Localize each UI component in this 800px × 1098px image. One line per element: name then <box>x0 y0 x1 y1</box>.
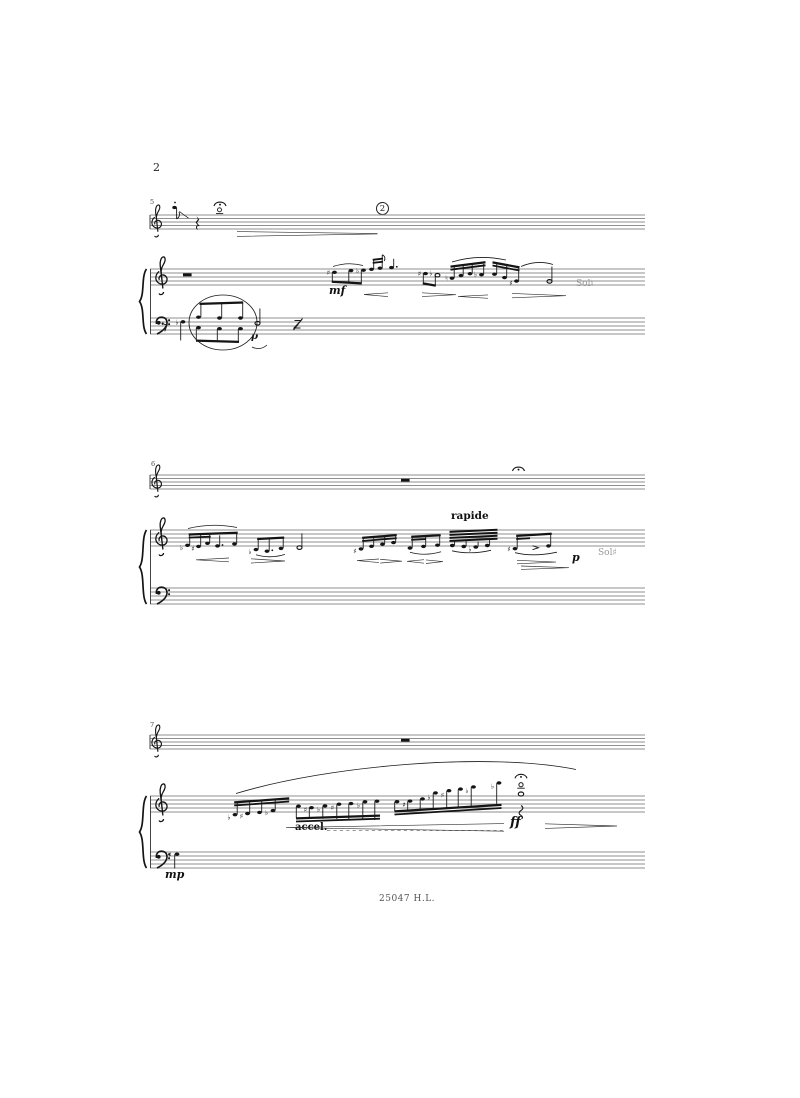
sharp-icon: ♯ <box>353 547 357 556</box>
beam <box>257 538 284 539</box>
decrescendo-hairpin <box>517 560 556 564</box>
dynamic-p-system-1: p <box>251 331 258 342</box>
beam <box>362 535 397 538</box>
piano-rh-phrase-2 <box>180 525 569 569</box>
whole-rest <box>183 273 192 276</box>
notehead <box>271 809 276 812</box>
harmonic-circle-icon <box>519 783 523 787</box>
notehead <box>238 327 243 330</box>
solo-phrase-2 <box>401 467 525 482</box>
notehead <box>375 800 380 803</box>
decrescendo-hairpin <box>237 232 378 237</box>
notehead <box>433 791 438 794</box>
notehead <box>380 543 385 546</box>
flat-icon: ♭ <box>179 544 184 552</box>
system-3 <box>140 725 646 869</box>
notehead <box>378 267 383 270</box>
notehead <box>473 545 478 548</box>
beam <box>373 262 383 263</box>
notehead <box>217 316 222 319</box>
decrescendo-hairpin <box>512 293 566 297</box>
flat-icon: ♭ <box>355 267 360 276</box>
notehead <box>471 785 476 788</box>
slur <box>252 345 267 349</box>
notehead <box>485 544 490 547</box>
beam <box>332 282 362 284</box>
flat-icon: ♭ <box>175 318 179 327</box>
eighth-rest <box>162 323 164 325</box>
dynamic-p-system-2: p <box>572 551 580 564</box>
whole-note <box>518 792 523 796</box>
decrescendo-hairpin <box>426 560 443 564</box>
flat-icon: ♭ <box>316 805 321 814</box>
slur <box>521 262 553 266</box>
natural-icon: ♮ <box>445 274 448 283</box>
decrescendo-hairpin <box>422 293 456 297</box>
crescendo-hairpin <box>458 295 488 298</box>
crescendo-hairpin <box>196 558 229 562</box>
page-number: 2 <box>153 161 160 174</box>
dynamic-ff: ff <box>510 815 521 830</box>
crescendo-hairpin <box>357 559 379 563</box>
notehead <box>181 320 186 323</box>
beam <box>373 259 383 260</box>
harp-pedal-marking-sol-sharp: Sol♯ <box>598 548 617 558</box>
tempo-rapide: rapide <box>451 510 489 522</box>
measure-number-system-1: 5 <box>150 198 155 206</box>
piano-treble-staff-1 <box>150 269 645 288</box>
notehead <box>546 544 551 547</box>
piano-brace <box>140 796 147 868</box>
notehead-open <box>435 274 440 277</box>
notehead <box>233 813 238 816</box>
notehead <box>245 812 250 815</box>
notehead <box>196 326 201 329</box>
long-slur <box>236 762 576 794</box>
flat-icon: ♭ <box>473 270 478 279</box>
beam <box>362 538 397 541</box>
piano-brace <box>140 269 147 334</box>
notehead <box>435 544 440 547</box>
flat-icon: ♭ <box>490 782 495 791</box>
notehead <box>497 781 502 784</box>
notehead <box>265 550 270 553</box>
piano-bass-staff-3 <box>150 852 645 868</box>
dynamic-mf: mf <box>329 284 346 297</box>
notehead <box>257 811 262 814</box>
notehead <box>389 266 394 269</box>
half-note <box>297 546 302 550</box>
harp-pedal-marking-sol-natural: Sol♮ <box>576 279 594 289</box>
notehead <box>349 802 354 805</box>
flat-icon: ♭ <box>248 547 252 556</box>
beam <box>411 539 426 540</box>
sharp-icon: ♯ <box>402 800 406 809</box>
crescendo-hairpin <box>286 824 504 832</box>
flat-icon: ♭ <box>227 813 231 822</box>
notehead <box>395 800 400 803</box>
crescendo-hairpin <box>364 293 388 297</box>
augmentation-dot <box>222 544 224 546</box>
treble-clef-icon <box>156 784 167 822</box>
slur <box>452 257 506 262</box>
augmentation-dot <box>396 266 398 268</box>
notehead <box>361 269 366 272</box>
decrescendo-hairpin <box>521 566 569 569</box>
beam <box>516 538 530 539</box>
system-1 <box>140 202 646 350</box>
piano-bass-staff-1 <box>150 318 645 334</box>
rehearsal-number: 2 <box>379 203 386 214</box>
notehead <box>369 268 374 271</box>
crescendo-hairpin <box>407 560 424 564</box>
sharp-icon: ♯ <box>168 851 172 859</box>
notehead <box>447 789 452 792</box>
notehead <box>296 805 301 808</box>
notehead <box>337 803 342 806</box>
whole-rest <box>401 479 410 482</box>
slur <box>188 525 237 528</box>
slur <box>410 552 441 554</box>
treble-clef-icon <box>152 725 161 757</box>
notehead <box>513 547 518 550</box>
flat-icon: ♭ <box>468 545 472 554</box>
treble-clef-icon <box>152 465 161 497</box>
notehead <box>359 547 364 550</box>
solo-staff-2 <box>150 475 645 489</box>
notehead <box>408 799 413 802</box>
notehead <box>458 787 463 790</box>
beam <box>200 303 244 304</box>
simile-mark <box>294 319 303 331</box>
plate-number: 25047 H.L. <box>379 894 436 904</box>
notehead <box>349 269 354 272</box>
sharp-icon: ♯ <box>330 804 335 812</box>
sharp-icon: ♯ <box>303 806 308 815</box>
notehead <box>391 541 396 544</box>
notehead <box>279 547 284 550</box>
solo-phrase-3 <box>401 739 410 742</box>
flat-icon: ♭ <box>356 801 361 810</box>
notehead <box>254 548 259 551</box>
tremolo-beam <box>450 533 498 535</box>
slur <box>256 554 285 556</box>
beam <box>296 816 380 819</box>
system-2 <box>140 465 646 604</box>
piano-brace <box>140 530 147 604</box>
notehead <box>332 271 337 274</box>
solo-staff-1 <box>150 215 645 229</box>
flat-icon: ♭ <box>465 787 469 796</box>
notehead <box>215 544 220 547</box>
notehead <box>408 546 413 549</box>
notehead <box>185 544 190 547</box>
notehead <box>468 272 473 275</box>
notehead <box>309 806 314 809</box>
notehead <box>323 804 328 807</box>
decrescendo-hairpin <box>251 559 285 563</box>
flat-icon: ♭ <box>264 809 269 818</box>
notehead <box>205 542 210 545</box>
notehead <box>232 542 237 545</box>
notehead <box>450 277 455 280</box>
measure-number-system-3: 7 <box>150 721 155 729</box>
notehead <box>514 279 519 282</box>
notehead <box>369 545 374 548</box>
fermata-icon <box>513 467 525 471</box>
beam <box>296 819 380 822</box>
slur <box>515 552 557 555</box>
whole-rest <box>401 739 410 742</box>
sharp-icon: ♯ <box>507 545 511 554</box>
solo-staff-3 <box>150 735 645 749</box>
notehead <box>196 545 201 548</box>
flat-icon: ♭ <box>427 793 431 802</box>
dynamic-mp: mp <box>165 868 185 881</box>
notehead <box>459 274 464 277</box>
notehead <box>502 276 507 279</box>
tremolo-beam <box>450 539 498 541</box>
notehead <box>492 273 497 276</box>
treble-clef-icon <box>156 518 167 556</box>
notehead <box>479 273 484 276</box>
notehead <box>217 327 222 330</box>
sharp-icon: ♯ <box>509 279 513 288</box>
fermata-icon <box>214 202 226 206</box>
notehead <box>363 800 368 803</box>
beam <box>189 537 211 538</box>
notehead <box>238 316 243 319</box>
half-note <box>255 321 260 325</box>
sharp-icon: ♯ <box>417 270 422 278</box>
flat-icon: ♭ <box>429 269 433 278</box>
beam <box>411 535 441 537</box>
sharp-icon: ♯ <box>326 268 331 277</box>
sharp-icon: ♯ <box>239 812 244 821</box>
beam <box>196 341 239 342</box>
staccato-dot <box>174 202 176 204</box>
piano-treble-staff-3 <box>150 796 645 815</box>
harmonic-circle-icon <box>218 208 222 212</box>
notehead <box>421 545 426 548</box>
fermata-icon <box>515 774 527 778</box>
sharp-icon: ♯ <box>440 791 445 800</box>
notehead <box>420 797 425 800</box>
notehead <box>175 853 180 856</box>
decrescendo-hairpin <box>380 559 402 563</box>
piano-bass-staff-2 <box>150 588 645 604</box>
notehead <box>461 545 466 548</box>
decrescendo-hairpin <box>545 824 617 829</box>
notehead <box>196 316 201 319</box>
augmentation-dot <box>271 549 273 551</box>
tempo-accel: accel. <box>295 822 328 833</box>
slur <box>333 264 363 267</box>
measure-number-system-2: 6 <box>151 460 156 468</box>
notehead <box>423 272 428 275</box>
notehead <box>172 206 176 209</box>
treble-clef-icon <box>152 205 161 237</box>
notehead <box>450 544 455 547</box>
treble-clef-icon <box>156 257 167 295</box>
sharp-icon: ♯ <box>191 544 195 553</box>
